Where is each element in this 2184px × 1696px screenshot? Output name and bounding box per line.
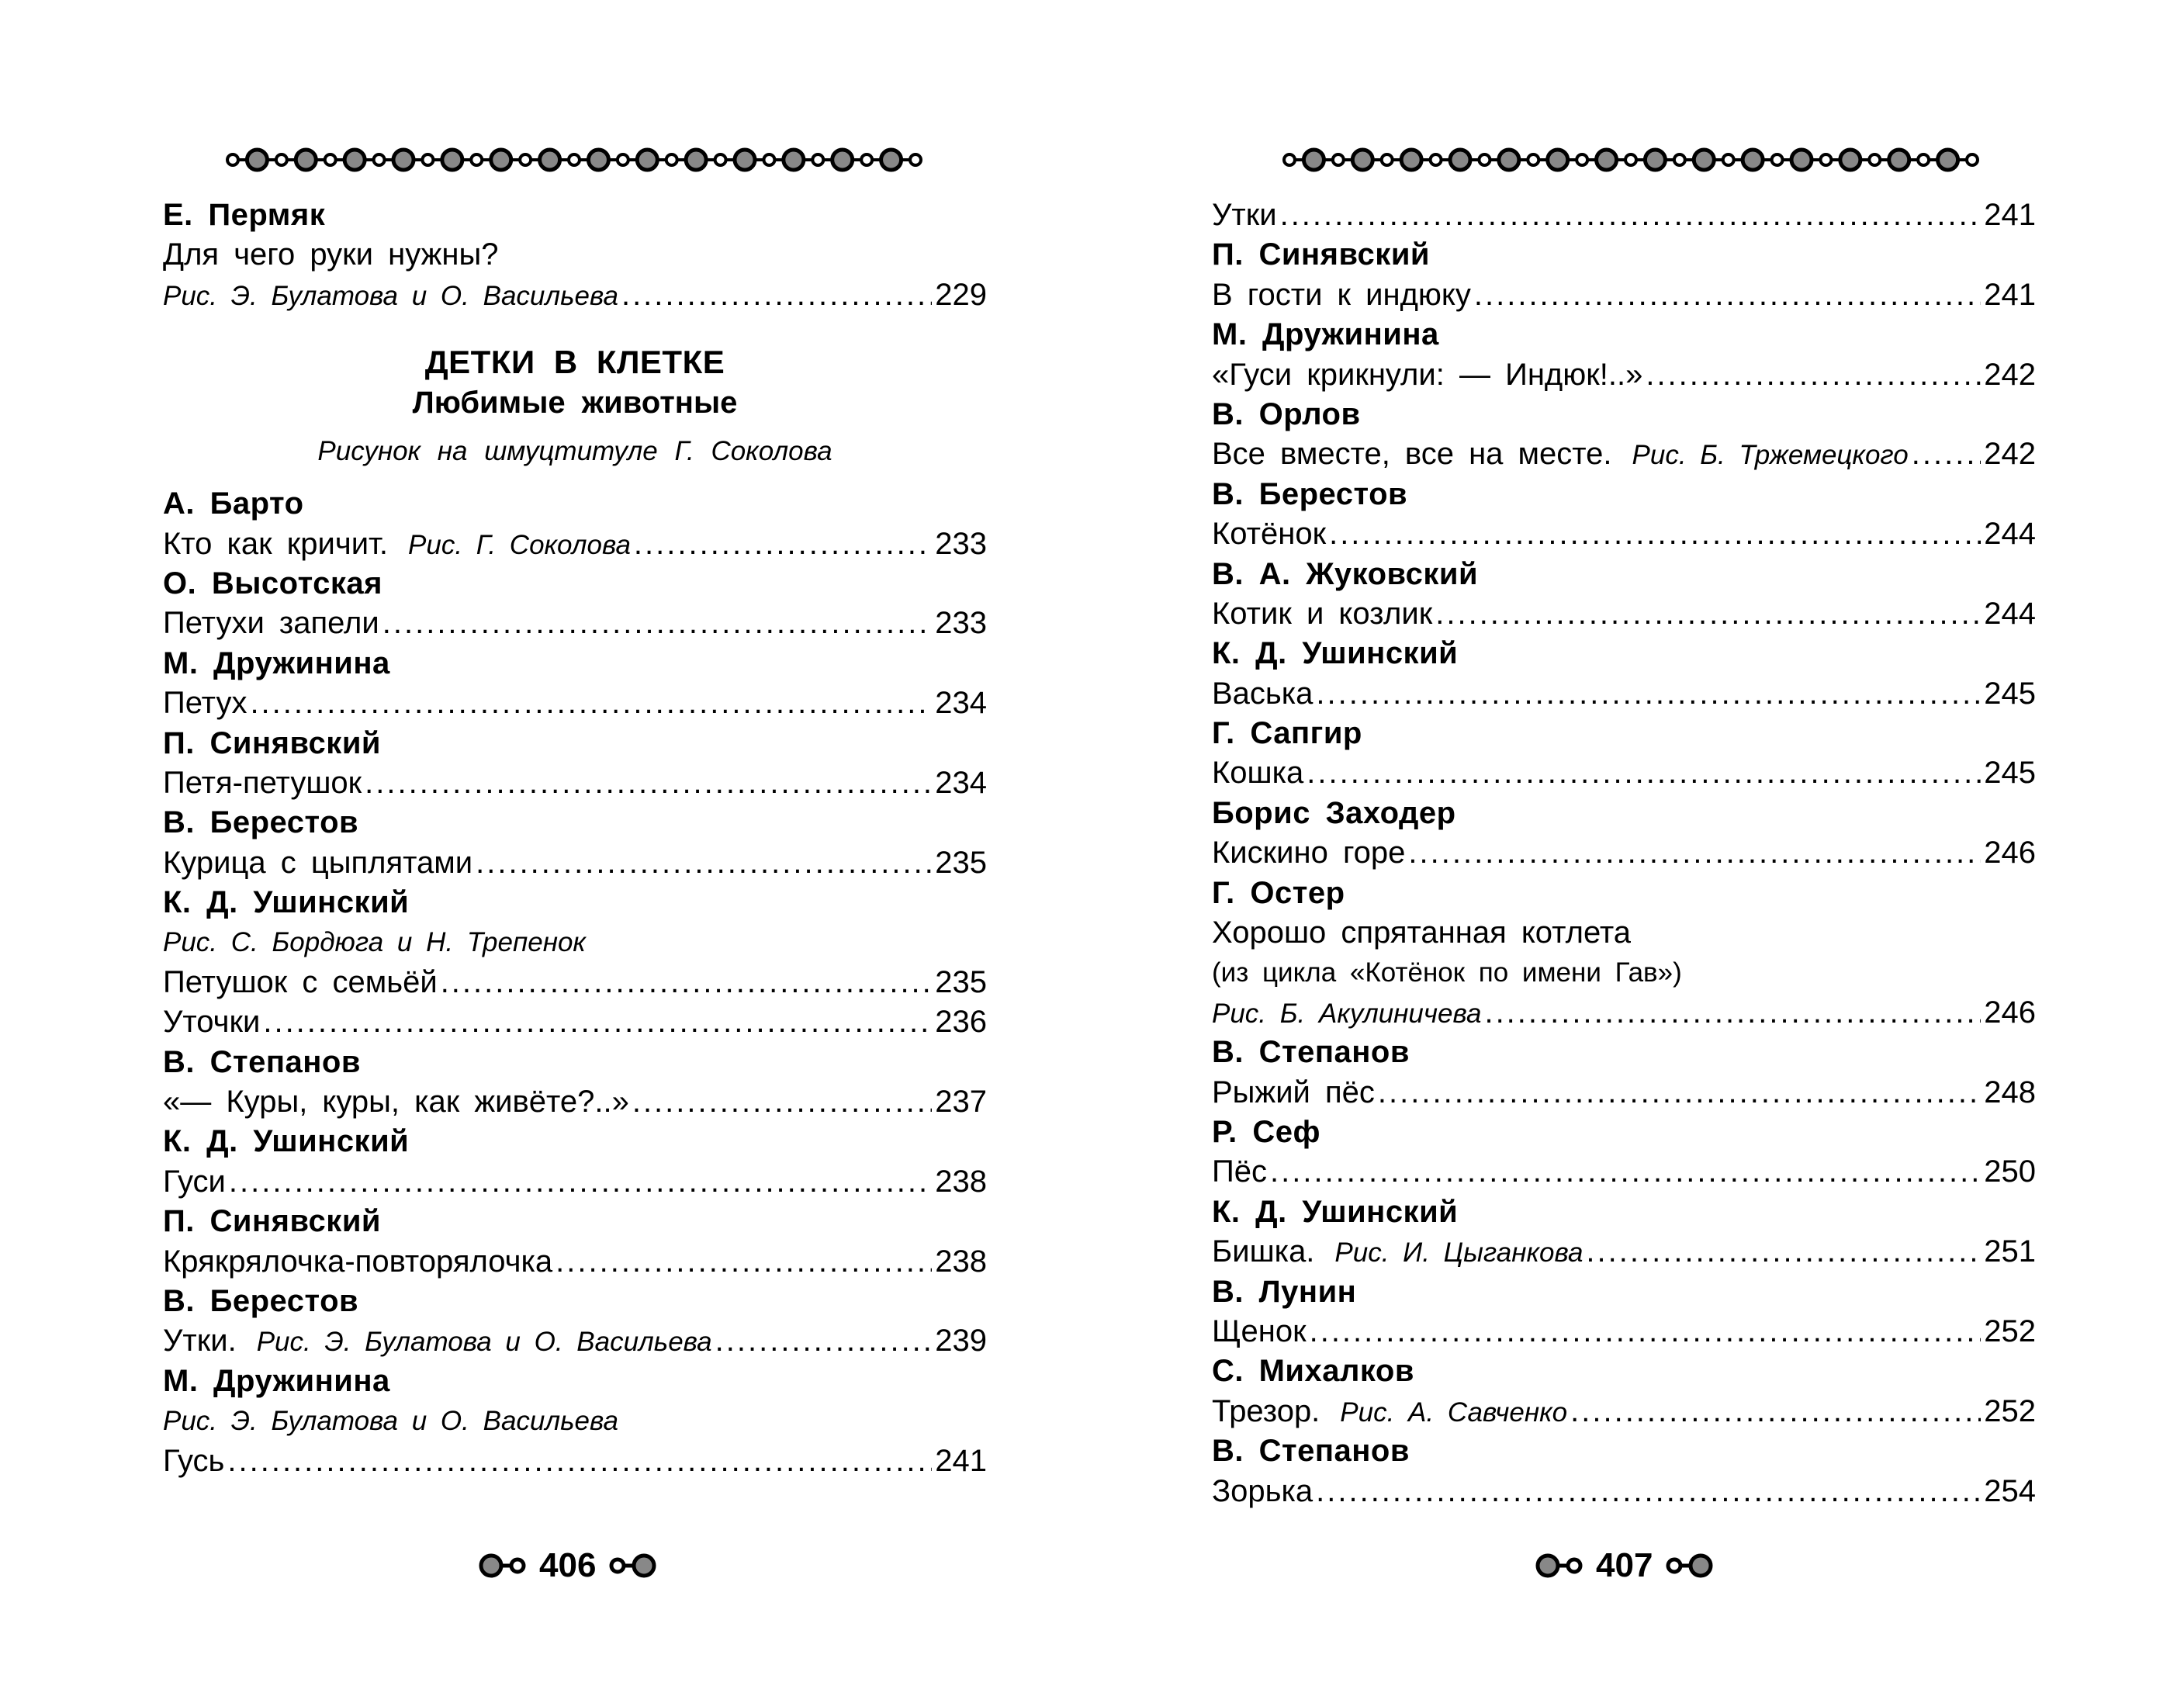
dot-leader xyxy=(1435,594,1981,634)
chain-ring-large xyxy=(1450,150,1470,170)
footer-ring-small xyxy=(611,1559,624,1572)
toc-title-line xyxy=(1212,674,2036,714)
toc-author-line xyxy=(163,1202,987,1241)
toc-title-line xyxy=(163,235,987,275)
author-name: А. Барто xyxy=(163,486,304,521)
story-title: Кошка xyxy=(1212,756,1304,791)
toc-title-line xyxy=(1212,1392,2036,1431)
dot-leader xyxy=(1378,1073,1981,1113)
chain-ring-small xyxy=(910,154,921,165)
footer-ring-small xyxy=(1568,1559,1580,1572)
page-ref: 245 xyxy=(1984,676,2036,711)
chain-ring-large xyxy=(393,150,414,170)
dot-leader xyxy=(365,763,932,803)
chain-ring-small xyxy=(1431,154,1442,165)
chain-ring-small xyxy=(325,154,336,165)
toc-title-line xyxy=(163,524,987,564)
cycle-note: (из цикла «Котёнок по имени Гав») xyxy=(1212,957,1682,988)
footer-ring-large xyxy=(1538,1556,1558,1576)
table-of-contents-left xyxy=(163,196,987,1481)
chain-ring-large xyxy=(1645,150,1665,170)
chain-ring-large xyxy=(1352,150,1372,170)
author-name: П. Синявский xyxy=(163,1204,381,1239)
dot-leader xyxy=(1586,1232,1981,1272)
chain-ring-small xyxy=(1625,154,1636,165)
author-name: В. Лунин xyxy=(1212,1274,1357,1309)
toc-title-line xyxy=(1212,833,2036,873)
toc-title-line xyxy=(163,1442,987,1481)
toc-title-line xyxy=(1212,1312,2036,1352)
toc-author-line xyxy=(163,484,987,524)
toc-title-line xyxy=(1212,594,2036,634)
dot-leader xyxy=(1474,275,1981,315)
story-title: Утки. xyxy=(163,1324,237,1359)
dot-leader xyxy=(1310,1312,1982,1352)
page-ref: 241 xyxy=(1984,277,2036,312)
toc-author-line xyxy=(1212,235,2036,275)
toc-illustrator-line xyxy=(1212,993,2036,1033)
toc-author-line xyxy=(1212,794,2036,833)
toc-title-line xyxy=(163,604,987,643)
chain-ring-small xyxy=(1869,154,1880,165)
chain-ring-large xyxy=(881,150,902,170)
toc-author-line xyxy=(1212,475,2036,514)
toc-author-line xyxy=(163,1282,987,1321)
dot-leader xyxy=(441,963,933,1002)
page-ref: 250 xyxy=(1984,1154,2036,1189)
toc-author-line xyxy=(163,803,987,843)
dot-leader xyxy=(1408,833,1981,873)
story-title: Котик и козлик xyxy=(1212,596,1433,631)
toc-note-line xyxy=(1212,953,2036,992)
toc-title-line xyxy=(1212,1472,2036,1511)
story-title: Курица с цыплятами xyxy=(163,845,473,880)
toc-title-line xyxy=(163,1082,987,1122)
page-number: 406 xyxy=(539,1546,597,1584)
page-ref: 239 xyxy=(935,1324,987,1359)
author-name: В. Берестов xyxy=(163,805,359,840)
toc-title-line xyxy=(1212,753,2036,793)
toc-author-line xyxy=(163,724,987,763)
footer-ornament-right-icon xyxy=(604,1550,658,1581)
author-name: В. Степанов xyxy=(1212,1434,1410,1469)
toc-author-line xyxy=(163,1362,987,1401)
dot-leader xyxy=(1484,993,1981,1033)
toc-author-line xyxy=(1212,1352,2036,1391)
chain-ring-small xyxy=(1723,154,1734,165)
chain-ring-large xyxy=(588,150,608,170)
story-title: «Гуси крикнули: — Индюк!..» xyxy=(1212,357,1643,392)
author-name: В. Орлов xyxy=(1212,396,1361,431)
decorative-chain-ornament xyxy=(1282,140,1980,180)
illustrator-credit: Рис. Э. Булатова и О. Васильева xyxy=(256,1327,712,1358)
author-name: В. А. Жуковский xyxy=(1212,556,1479,591)
chain-ring-small xyxy=(1479,154,1490,165)
author-name: Е. Пермяк xyxy=(163,198,326,232)
chain-ring-small xyxy=(861,154,872,165)
toc-author-line xyxy=(1212,1113,2036,1152)
dot-leader xyxy=(263,1002,932,1042)
page-ref: 236 xyxy=(935,1005,987,1040)
chain-ring-small xyxy=(1284,154,1295,165)
chain-ring-large xyxy=(442,150,462,170)
dot-leader xyxy=(1280,196,1982,235)
illustrator-credit: Рис. С. Бордюга и Н. Трепенок xyxy=(163,927,586,958)
page-ref: 251 xyxy=(1984,1234,2036,1269)
chain-ring-small xyxy=(763,154,774,165)
story-title: Рыжий пёс xyxy=(1212,1075,1375,1109)
footer-ornament-right-icon xyxy=(1660,1550,1715,1581)
chain-ring-large xyxy=(686,150,706,170)
chain-ring-small xyxy=(569,154,580,165)
chain-ring-small xyxy=(471,154,482,165)
page-ref: 248 xyxy=(1984,1075,2036,1109)
page-ref: 252 xyxy=(1984,1393,2036,1428)
toc-title-line xyxy=(163,843,987,883)
chain-ring-large xyxy=(784,150,804,170)
section-heading xyxy=(163,341,987,470)
dot-leader xyxy=(1329,514,1981,554)
dot-leader xyxy=(556,1242,932,1282)
page-ref: 238 xyxy=(935,1244,987,1279)
story-title: Петух xyxy=(163,686,247,721)
toc-author-line xyxy=(163,883,987,922)
section-title: ДЕТКИ В КЛЕТКЕ xyxy=(424,344,725,381)
story-title: Трезор. xyxy=(1212,1393,1320,1428)
author-name: П. Синявский xyxy=(163,725,381,760)
page-ref: 241 xyxy=(1984,198,2036,232)
story-title: Щенок xyxy=(1212,1314,1307,1348)
toc-illustrator-line xyxy=(163,275,987,315)
story-title: Петушок с семьёй xyxy=(163,964,438,999)
page-ref: 237 xyxy=(935,1085,987,1120)
toc-author-line xyxy=(1212,1272,2036,1312)
page-ref: 229 xyxy=(935,277,987,312)
toc-author-line xyxy=(163,1122,987,1161)
toc-author-line xyxy=(1212,395,2036,434)
page-ref: 245 xyxy=(1984,756,2036,791)
chain-ring-large xyxy=(832,150,853,170)
author-name: Г. Сапгир xyxy=(1212,716,1362,751)
dot-leader xyxy=(476,843,932,883)
chain-ring-small xyxy=(374,154,385,165)
illustrator-credit: Рис. Б. Акулиничева xyxy=(1212,998,1482,1029)
footer-ring-small xyxy=(511,1559,524,1572)
dot-leader xyxy=(250,684,932,723)
chain-ring-large xyxy=(1401,150,1421,170)
author-name: М. Дружинина xyxy=(163,1363,390,1398)
dot-leader xyxy=(382,604,933,643)
page-ref: 241 xyxy=(935,1443,987,1478)
page-ref: 244 xyxy=(1984,517,2036,552)
toc-title-line xyxy=(1212,514,2036,554)
toc-title-line xyxy=(1212,434,2036,474)
story-title: Для чего руки нужны? xyxy=(163,237,499,272)
chain-ring-small xyxy=(1528,154,1538,165)
chain-ring-small xyxy=(1820,154,1831,165)
dot-leader xyxy=(621,275,932,315)
toc-title-line xyxy=(163,1242,987,1282)
story-title: Васька xyxy=(1212,676,1314,711)
story-title: Утки xyxy=(1212,198,1277,232)
table-of-contents-right xyxy=(1212,196,2036,1511)
section-illustration-note: Рисунок на шмуцтитуле Г. Соколова xyxy=(317,436,832,467)
page-ref: 233 xyxy=(935,606,987,641)
toc-author-line xyxy=(1212,555,2036,594)
page-footer xyxy=(477,1542,658,1589)
footer-ring-small xyxy=(1668,1559,1680,1572)
author-name: В. Степанов xyxy=(1212,1035,1410,1070)
story-title: Зорька xyxy=(1212,1473,1314,1508)
dot-leader xyxy=(1316,1472,1981,1511)
page-ref: 242 xyxy=(1984,357,2036,392)
toc-title-line xyxy=(1212,355,2036,395)
dot-leader xyxy=(229,1162,932,1202)
dot-leader xyxy=(634,524,932,564)
toc-illustrator-line xyxy=(163,1401,987,1441)
toc-title-line xyxy=(163,1321,987,1361)
right-page xyxy=(1092,0,2184,1696)
footer-ornament-left-icon xyxy=(1534,1550,1588,1581)
illustrator-credit: Рис. Э. Булатова и О. Васильева xyxy=(163,280,618,311)
illustrator-credit: Рис. Э. Булатова и О. Васильева xyxy=(163,1406,618,1437)
author-name: С. Михалков xyxy=(1212,1354,1414,1389)
dot-leader xyxy=(227,1442,932,1481)
chain-ring-large xyxy=(1840,150,1860,170)
chain-ring-large xyxy=(637,150,657,170)
chain-ring-small xyxy=(618,154,628,165)
chain-ring-small xyxy=(520,154,531,165)
footer-ring-large xyxy=(634,1556,654,1576)
toc-title-line xyxy=(1212,1073,2036,1113)
chain-ring-small xyxy=(227,154,238,165)
chain-ring-small xyxy=(715,154,726,165)
decorative-chain-ornament xyxy=(225,140,923,180)
dot-leader xyxy=(632,1082,932,1122)
author-name: О. Высотская xyxy=(163,566,382,601)
author-name: К. Д. Ушинский xyxy=(163,1124,410,1159)
chain-ring-large xyxy=(1548,150,1568,170)
illustrator-credit: Рис. И. Цыганкова xyxy=(1334,1237,1583,1269)
story-title: Кто как кричит. xyxy=(163,526,389,561)
author-name: В. Степанов xyxy=(163,1044,361,1079)
author-name: К. Д. Ушинский xyxy=(163,885,410,920)
toc-author-line xyxy=(1212,1033,2036,1072)
chain-ring-small xyxy=(1382,154,1393,165)
story-title: Хорошо спрятанная котлета xyxy=(1212,915,1631,950)
section-subtitle: Любимые животные xyxy=(412,386,738,421)
toc-title-line xyxy=(1212,913,2036,953)
dot-leader xyxy=(1912,434,1982,474)
chain-ring-large xyxy=(296,150,316,170)
page-ref: 238 xyxy=(935,1164,987,1199)
author-name: Борис Заходер xyxy=(1212,795,1456,830)
footer-ring-large xyxy=(1691,1556,1711,1576)
dot-leader xyxy=(1307,753,1981,793)
toc-author-line xyxy=(163,564,987,604)
illustrator-credit: Рис. Б. Тржемецкого xyxy=(1632,440,1909,471)
page-ref: 246 xyxy=(1984,836,2036,870)
toc-author-line xyxy=(1212,874,2036,913)
author-name: П. Синявский xyxy=(1212,237,1430,272)
toc-author-line xyxy=(1212,1431,2036,1471)
dot-leader xyxy=(1646,355,1981,395)
chain-ring-large xyxy=(1303,150,1324,170)
toc-illustrator-line xyxy=(163,922,987,962)
chain-ring-large xyxy=(344,150,365,170)
page-ref: 234 xyxy=(935,765,987,800)
chain-ring-small xyxy=(1967,154,1978,165)
toc-title-line xyxy=(163,963,987,1002)
page-ref: 234 xyxy=(935,686,987,721)
author-name: В. Берестов xyxy=(163,1283,359,1318)
story-title: Бишка. xyxy=(1212,1234,1315,1269)
page-ref: 235 xyxy=(935,964,987,999)
toc-author-line xyxy=(1212,1192,2036,1232)
story-title: В гости к индюку xyxy=(1212,277,1471,312)
chain-ring-large xyxy=(540,150,560,170)
story-title: Петя-петушок xyxy=(163,765,362,800)
toc-author-line xyxy=(1212,714,2036,753)
story-title: Пёс xyxy=(1212,1154,1267,1189)
toc-author-line xyxy=(163,196,987,235)
author-name: К. Д. Ушинский xyxy=(1212,636,1459,671)
author-name: Р. Сеф xyxy=(1212,1114,1321,1149)
story-title: Все вместе, все на месте. xyxy=(1212,437,1612,472)
page-ref: 246 xyxy=(1984,995,2036,1030)
chain-ring-large xyxy=(1889,150,1909,170)
author-name: К. Д. Ушинский xyxy=(1212,1194,1459,1229)
chain-ring-small xyxy=(666,154,677,165)
chain-ring-large xyxy=(1694,150,1714,170)
dot-leader xyxy=(1570,1392,1981,1431)
dot-leader xyxy=(1270,1152,1981,1192)
story-title: Петухи запели xyxy=(163,606,379,641)
footer-ornament-left-icon xyxy=(477,1550,531,1581)
toc-title-line xyxy=(163,684,987,723)
toc-title-line xyxy=(163,1162,987,1202)
chain-ring-small xyxy=(1333,154,1344,165)
chain-ring-small xyxy=(1918,154,1929,165)
chain-ring-large xyxy=(1499,150,1519,170)
chain-ring-large xyxy=(491,150,511,170)
author-name: Г. Остер xyxy=(1212,875,1345,910)
story-title: Кискино горе xyxy=(1212,836,1406,870)
story-title: Уточки xyxy=(163,1005,261,1040)
author-name: В. Берестов xyxy=(1212,476,1408,511)
illustrator-credit: Рис. А. Савченко xyxy=(1340,1397,1568,1428)
toc-title-line xyxy=(1212,1152,2036,1192)
page-ref: 242 xyxy=(1984,437,2036,472)
chain-ring-small xyxy=(1674,154,1685,165)
story-title: Котёнок xyxy=(1212,517,1327,552)
chain-ring-large xyxy=(1597,150,1617,170)
author-name: М. Дружинина xyxy=(1212,317,1439,352)
toc-title-line xyxy=(163,1002,987,1042)
chain-ring-large xyxy=(1938,150,1958,170)
page-number: 407 xyxy=(1596,1546,1653,1584)
toc-title-line xyxy=(1212,275,2036,315)
chain-ring-large xyxy=(1791,150,1812,170)
toc-author-line xyxy=(1212,634,2036,673)
toc-author-line xyxy=(1212,315,2036,355)
toc-author-line xyxy=(163,1043,987,1082)
dot-leader xyxy=(715,1321,933,1361)
dot-leader xyxy=(1316,674,1981,714)
toc-title-line xyxy=(1212,196,2036,235)
story-title: Крякрялочка-повторялочка xyxy=(163,1244,553,1279)
chain-ring-small xyxy=(276,154,287,165)
chain-ring-large xyxy=(1743,150,1763,170)
page-ref: 233 xyxy=(935,526,987,561)
chain-ring-small xyxy=(422,154,433,165)
toc-author-line xyxy=(163,644,987,684)
footer-ring-large xyxy=(481,1556,501,1576)
page-footer xyxy=(1534,1542,1715,1589)
chain-ring-small xyxy=(812,154,823,165)
page-ref: 254 xyxy=(1984,1473,2036,1508)
illustrator-credit: Рис. Г. Соколова xyxy=(408,529,631,560)
chain-ring-small xyxy=(1772,154,1783,165)
story-title: Гусь xyxy=(163,1443,225,1478)
toc-title-line xyxy=(1212,1232,2036,1272)
chain-ring-large xyxy=(247,150,267,170)
page-ref: 252 xyxy=(1984,1314,2036,1348)
story-title: «— Куры, куры, как живёте?..» xyxy=(163,1085,629,1120)
story-title: Гуси xyxy=(163,1164,226,1199)
chain-ring-small xyxy=(1577,154,1587,165)
toc-title-line xyxy=(163,763,987,803)
author-name: М. Дружинина xyxy=(163,646,390,680)
page-ref: 244 xyxy=(1984,596,2036,631)
page-ref: 235 xyxy=(935,845,987,880)
chain-ring-large xyxy=(735,150,755,170)
